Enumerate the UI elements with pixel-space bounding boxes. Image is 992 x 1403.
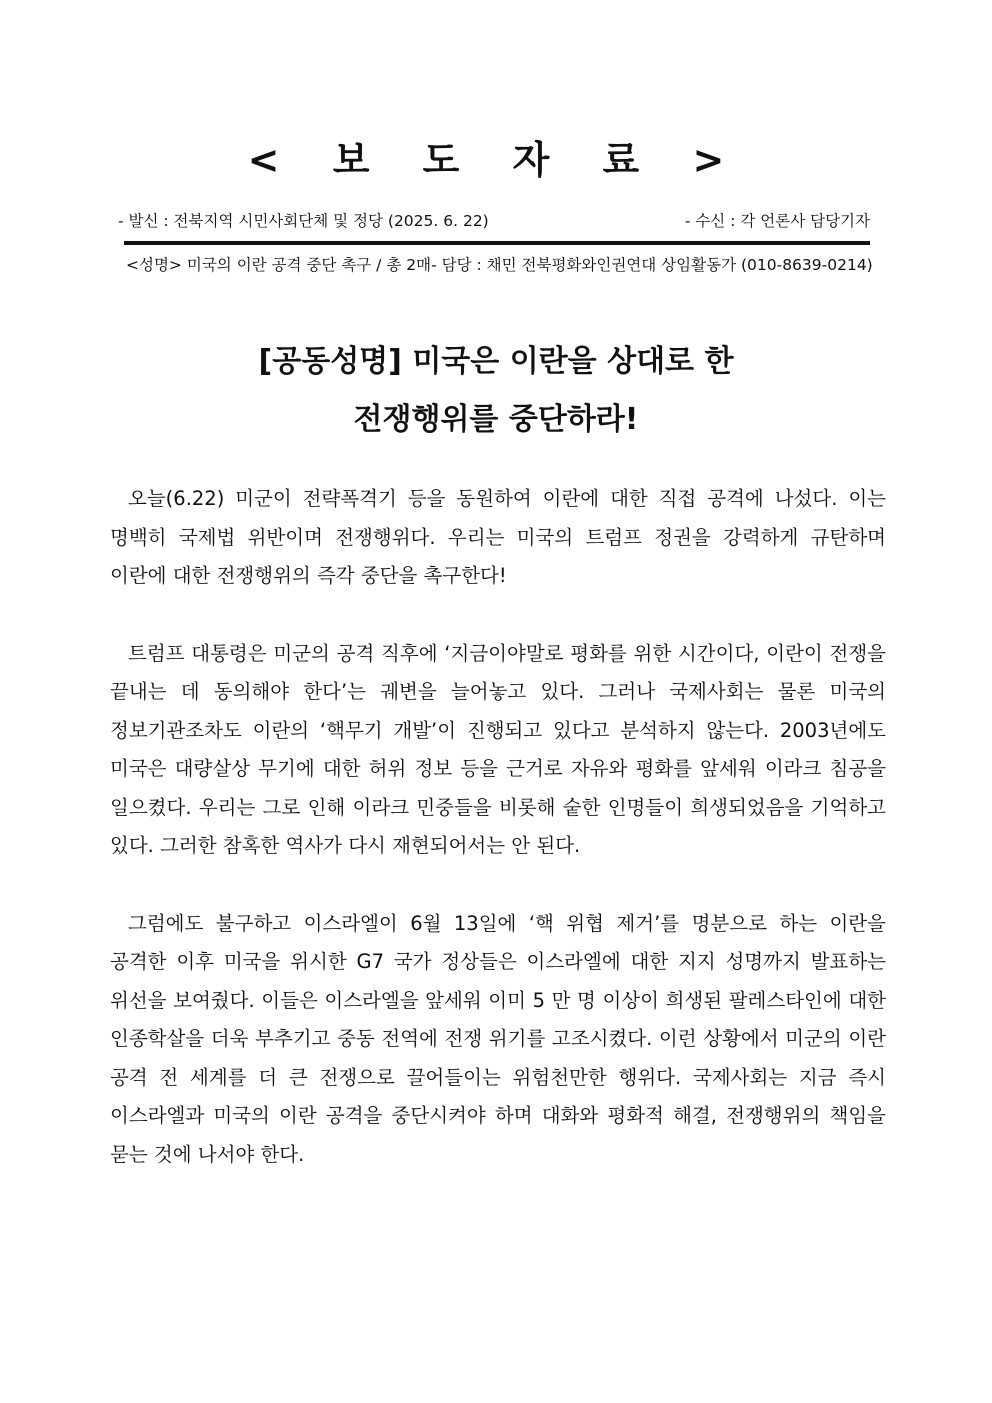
- statement-info: <성명> 미국의 이란 공격 중단 촉구 / 총 2매: [126, 256, 432, 274]
- body-paragraph: 트럼프 대통령은 미군의 공격 직후에 ‘지금이야말로 평화를 위한 시간이다, 이란이 전쟁을 끝내는 데 동의해야 한다’는 궤변을 늘어놓고 있다. 그러나 국제사회는 물론 미국의 정보기관조차도 이란의 ‘핵무기 개발’이 진행되고 있다고 분석하지 않는다. 2003년에도 미국은 대량살상 무기에 대한 허위 정보 등을 근거로 자유와 평화를 앞세워 이라크 침공을 일으켰다. 우리는 그로 인해 이라크 민중들을 비롯해 숱한 인명들이 희생되었음을 기억하고 있다. 그러한 참혹한 역사가 다시 재현되어서는 안 된다.: [110, 641, 886, 857]
- recipient-info: - 수신 : 각 언론사 담당기자: [684, 212, 870, 230]
- headline-line-1: [공동성명] 미국은 이란을 상대로 한: [258, 344, 734, 379]
- sender-info: - 발신 : 전북지역 시민사회단체 및 정당 (2025. 6. 22): [118, 212, 489, 230]
- distribution-header: [118, 210, 870, 232]
- statement-body: [110, 480, 886, 1213]
- body-paragraph: 그럼에도 불구하고 이스라엘이 6월 13일에 ‘핵 위협 제거’를 명분으로 하는 이란을 공격한 이후 미국을 위시한 G7 국가 정상들은 이스라엘에 대한 지지 성명까지 발표하는 위선을 보여줬다. 이들은 이스라엘을 앞세워 이미 5 만 명 이상이 희생된 팔레스타인에 대한 인종학살을 더욱 부추기고 중동 전역에 전쟁 위기를 고조시켰다. 이런 상황에서 미군의 이란 공격 전 세계를 더 큰 전쟁으로 끌어들이는 위험천만한 행위다. 국제사회는 지금 즉시 이스라엘과 미국의 이란 공격을 중단시켜야 하며 대화와 평화적 해결, 전쟁행위의 책임을 묻는 것에 나서야 한다.: [110, 911, 886, 1166]
- body-paragraph: 오늘(6.22) 미군이 전략폭격기 등을 동원하여 이란에 대한 직접 공격에 나섰다. 이는 명백히 국제법 위반이며 전쟁행위다. 우리는 미국의 트럼프 정권을 강력하게 규탄하며 이란에 대한 전쟁행위의 즉각 중단을 촉구한다!: [110, 487, 886, 587]
- press-release-title: < 보 도 자 료 >: [247, 138, 745, 182]
- contact-info: - 담당 : 채민 전북평화와인권연대 상임활동가 (010-8639-0214): [431, 256, 873, 274]
- headline-line-2: 전쟁행위를 중단하라!: [353, 402, 639, 437]
- header-divider: [124, 241, 870, 245]
- statement-header: [126, 254, 873, 276]
